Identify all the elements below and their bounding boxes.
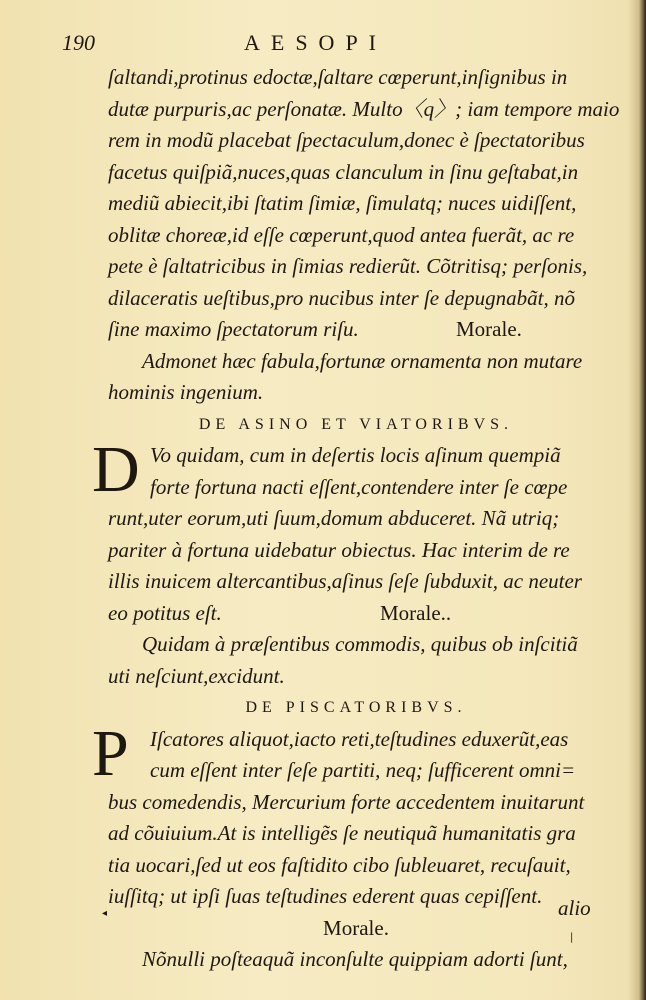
text-line: facetus quiſpiã,nuces,quas clanculum in ſinu geſtabat,in [108, 159, 579, 184]
page-number: 190 [62, 30, 95, 55]
text-line: dilaceratis ueſtibus,pro nucibus inter ſe depugnabãt, nõ [108, 285, 576, 310]
page-header [62, 30, 602, 60]
text-line: iuſſitq; ut ipſi ſuas teſtudines ederent quas cepiſſent. [108, 884, 543, 908]
moral-line: uti neſciunt,excidunt. [108, 663, 285, 688]
moral-line: Quidam à præſentibus commodis, quibus ob inſcitiã [142, 632, 578, 656]
text-line: runt,uter eorum,uti ſuum,domum abduceret. Nã utriq; [108, 506, 560, 530]
text-line [108, 598, 604, 630]
text-line: mediũ abiecit,ibi ſtatim ſimiæ, ſimulatq; nuces uidiſſent, [108, 191, 577, 215]
moral-line: Admonet hæc fabula,fortunæ ornamenta non mutare [142, 348, 583, 373]
text-line: dutæ purpuris,ac perſonatæ. Multo〈q〉; iam tempore maio [108, 96, 620, 121]
text-line: illis inuicem altercantibus,aſinus ſeſe ſubduxit, ac neuter [108, 569, 582, 593]
moral-line: Nõnulli poſteaquã inconſulte quippiam adorti ſunt, [142, 947, 568, 971]
morale-label: Morale.. [380, 600, 452, 625]
running-title: AESOPI [244, 30, 388, 55]
text-line: ad cõuiuium.At is intelligẽs ſe neutiquã humanitatis gra [108, 821, 576, 845]
text-line: bus comedendis, Mercurium forte accedentem inuitarunt [108, 789, 585, 814]
drop-cap: D [92, 433, 140, 506]
morale-label: Morale. [323, 915, 389, 940]
fable-heading: DE PISCATORIBVS. [245, 699, 467, 716]
page-edge-shadow [628, 0, 646, 1000]
text-line: pariter à fortuna uidebatur obiectus. Hac interim de re [108, 537, 570, 562]
text-line [108, 314, 604, 346]
drop-cap: P [92, 716, 129, 790]
text-line-content: ſine maximo ſpectatorum riſu. [108, 317, 359, 341]
text-line-content: eo potitus eſt. [108, 600, 222, 625]
text-line: forte fortuna nacti eſſent,contendere inter ſe cœpe [150, 474, 568, 499]
catchword: alio [558, 896, 591, 920]
text-line: ſaltandi,protinus edoctæ,ſaltare cœperunt,inſignibus in [108, 65, 568, 89]
text-line: Vo quidam, cum in deſertis locis aſinum quempiã [150, 443, 561, 467]
margin-mark: | [570, 932, 574, 943]
fable-paragraph [92, 716, 604, 913]
text-line: pete è ſaltatricibus in ſimias redierũt. Cõtritisq; perſonis, [108, 254, 588, 278]
text-line: oblitæ choreæ,id eſſe cœperunt,quod antea fuerãt, ac re [108, 222, 575, 247]
text-line: rem in modũ placebat ſpectaculum,donec è ſpectatoribus [108, 128, 585, 152]
main-text [92, 62, 620, 976]
text-line: cum eſſent inter ſeſe partiti, neq; ſufficerent omni= [150, 758, 576, 782]
moral-line: hominis ingenium. [108, 380, 264, 404]
text-line: Iſcatores aliquot,iacto reti,teſtudines eduxerũt,eas [150, 726, 569, 751]
text-line: tia uocari,ſed ut eos faſtidito cibo ſubleuaret, recuſauit, [108, 852, 571, 877]
fable-paragraph [92, 433, 604, 629]
morale-label: Morale. [456, 317, 522, 341]
fable-heading: DE ASINO ET VIATORIBVS. [198, 415, 514, 433]
margin-mark: ◂ [102, 908, 108, 919]
